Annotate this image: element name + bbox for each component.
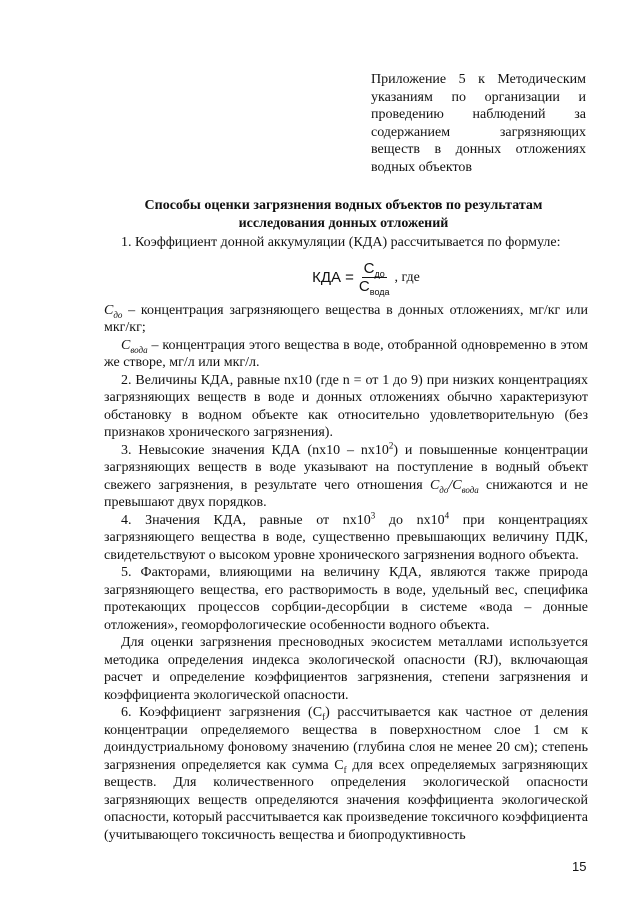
appendix-note bbox=[371, 71, 586, 176]
p3-symbol: C bbox=[429, 477, 440, 493]
p3-subscript: вода bbox=[461, 484, 479, 495]
formula-lhs: КДА = bbox=[312, 268, 354, 286]
numerator-symbol: C bbox=[363, 260, 375, 277]
title-line-1: Способы оценки загрязнения водных объектов по результатам bbox=[144, 198, 543, 213]
p4-part: 4. Значения КДА, равные от nx10 bbox=[121, 512, 371, 528]
formula-fraction bbox=[357, 260, 392, 295]
formula-suffix: , где bbox=[394, 269, 420, 285]
appendix-line: веществ в донных отложениях bbox=[371, 142, 586, 157]
p3-superscript: 2 bbox=[388, 439, 394, 450]
def2-text: – концентрация этого вещества в воде, отобранной одновременно в этом же створе, мг/л или мкг/л. bbox=[104, 337, 588, 370]
p3-part: ) и повышенные концентрации загрязняющих веществ в воде указывают на поступление в водный объект свежего загрязнения, в результате чего отношения bbox=[104, 442, 588, 493]
numerator-subscript: до bbox=[374, 269, 385, 279]
formula-denominator bbox=[357, 278, 392, 295]
p3-symbol: C bbox=[452, 477, 462, 493]
denominator-symbol: C bbox=[358, 278, 370, 295]
p4-part: при концентрациях загрязняющего вещества в воде, существенно превышающих величину ПДК, свидетельствуют о высоком уровне хронического загрязнения водного объекта. bbox=[104, 512, 588, 563]
p7-part: 6. Коэффициент загрязнения (C bbox=[121, 705, 323, 720]
p3-subscript: до bbox=[439, 484, 449, 495]
p3-slash: / bbox=[448, 477, 453, 493]
appendix-line: водных объектов bbox=[371, 159, 473, 175]
kda-formula bbox=[144, 258, 588, 298]
paragraph-2: 2. Величины КДА, равные nx10 (где n = от 1 до 9) при низких концентрациях загрязняющих веществ в воде и донных отложениях обычно характеризуют обстановку в водном объекте как относительно удовлетворительную (без признаков хронического загрязнения). bbox=[104, 372, 588, 440]
page-number: 15 bbox=[572, 859, 587, 874]
paragraph-4 bbox=[104, 509, 588, 565]
p3-part: снижаются и не превышают двух порядков. bbox=[104, 477, 589, 510]
p7-part: ) рассчитывается как частное от деления концентрации определяемого вещества в поверхностном слое 1 см к доиндустриальному фоновому значению (глубина слоя не менее 20 см); степень загрязнения определяется как сумма C bbox=[104, 705, 589, 773]
p4-superscript: 3 bbox=[370, 509, 376, 520]
title-line-2: исследования донных отложений bbox=[238, 215, 449, 231]
p7-subscript: f bbox=[322, 711, 326, 722]
definition-cdo bbox=[104, 302, 588, 337]
denominator-subscript: вода bbox=[369, 287, 390, 297]
p7-subscript: f bbox=[343, 764, 347, 775]
appendix-line: указаниям по организации и bbox=[371, 89, 586, 105]
appendix-line: проведению наблюдений за bbox=[371, 107, 586, 122]
paragraph-3 bbox=[104, 439, 589, 512]
def2-symbol: C bbox=[121, 337, 131, 353]
p7-part: для всех определяемых загрязняющих веществ. Для количественного определения экологической опасности загрязняющих веществ определяются значения коэффициента экологической опасности, который рассчитывается как произведение токсичного коэффициента (учитывающего токсичность вещества и биопродуктивность bbox=[104, 757, 588, 843]
document-title bbox=[100, 197, 587, 232]
formula-numerator bbox=[362, 260, 387, 278]
paragraph-6: Для оценки загрязнения пресноводных экосистем металлами используется методика определения индекса экологической опасности (RJ), включающая расчет и определение коэффициентов загрязнения, степени загрязнения и коэффициента экологической опасности. bbox=[104, 635, 588, 703]
paragraph-5: 5. Факторами, влияющими на величину КДА, являются также природа загрязняющего вещества, его растворимость в воде, удельный вес, специфика протекающих процессов сорбции-десорбции в системе «вода – донные отложения», геоморфологические особенности водного объекта. bbox=[104, 565, 588, 633]
def2-subscript: вода bbox=[130, 344, 148, 355]
definition-cwater bbox=[104, 337, 588, 372]
def1-text: – концентрация загрязняющего вещества в донных отложениях, мг/кг или мкг/кг; bbox=[104, 302, 588, 335]
appendix-line: содержанием загрязняющих bbox=[371, 124, 586, 140]
document-body bbox=[104, 234, 588, 844]
def1-symbol: C bbox=[104, 302, 114, 318]
paragraph-7 bbox=[104, 704, 588, 844]
p3-part: 3. Невысокие значения КДА (nx10 – nx10 bbox=[121, 442, 389, 458]
def1-subscript: до bbox=[113, 309, 123, 320]
p4-part: до nx10 bbox=[375, 512, 445, 528]
appendix-line: Приложение 5 к Методическим bbox=[371, 72, 586, 87]
p4-superscript: 4 bbox=[444, 509, 450, 520]
paragraph-1: 1. Коэффициент донной аккумуляции (КДА) рассчитывается по формуле: bbox=[121, 235, 561, 250]
